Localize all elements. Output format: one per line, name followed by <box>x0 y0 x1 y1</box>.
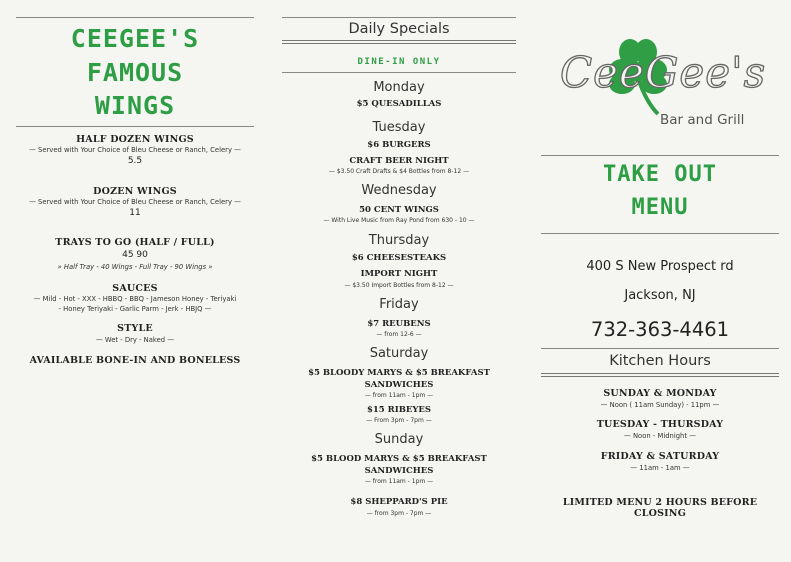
top-divider <box>16 17 254 18</box>
special-desc: — From 3pm - 7pm — <box>366 417 432 424</box>
address-line-1: 400 S New Prospect rd <box>586 259 734 274</box>
hours-days: TUESDAY - THURSDAY <box>596 419 724 430</box>
menu-item-price: 45 90 <box>122 250 148 260</box>
special-name: CRAFT BEER NIGHT <box>349 156 449 166</box>
menu-item-desc: — Wet - Dry - Naked — <box>95 336 175 344</box>
boneless-note: AVAILABLE BONE-IN AND BONELESS <box>29 355 241 366</box>
special-desc: — from 3pm - 7pm — <box>366 510 432 517</box>
menu-item-name: TRAYS TO GO (HALF / FULL) <box>55 237 215 248</box>
menu-item-desc: - Honey Teriyaki - Garlic Parm - Jerk - HBJQ — <box>58 305 212 313</box>
takeout-title-line-1: TAKE OUT <box>603 162 717 187</box>
special-desc: — from 12-6 — <box>376 331 422 338</box>
title-divider <box>16 126 254 127</box>
menu-item-desc: — Served with Your Choice of Bleu Cheese or Ranch, Celery — <box>29 146 241 154</box>
menu-item-name: SAUCES <box>112 283 158 294</box>
day-heading-thursday: Thursday <box>368 233 430 248</box>
special-name: SANDWICHES <box>364 380 434 390</box>
specials-divider <box>282 40 516 44</box>
day-heading-saturday: Saturday <box>369 346 429 361</box>
special-name: IMPORT NIGHT <box>360 269 438 279</box>
specials-divider <box>282 72 516 73</box>
special-desc: — $3.50 Import Bottles from 8-12 — <box>344 282 454 289</box>
dine-in-label: DINE-IN ONLY <box>357 57 441 67</box>
menu-item-name: DOZEN WINGS <box>93 186 177 197</box>
special-name: $5 BLOOD MARYS & $5 BREAKFAST <box>311 454 487 464</box>
special-name: $8 SHEPPARD'S PIE <box>350 497 448 507</box>
special-name: $6 CHEESESTEAKS <box>351 253 447 263</box>
day-heading-monday: Monday <box>373 80 425 95</box>
wings-title-line-2: FAMOUS <box>86 58 184 87</box>
wings-title-line-3: WINGS <box>94 91 176 120</box>
wings-column <box>16 0 254 562</box>
special-name: $5 QUESADILLAS <box>356 99 442 109</box>
hours-time: — 11am - 1am — <box>630 464 690 472</box>
menu-item-name: HALF DOZEN WINGS <box>76 134 194 145</box>
logo-sub-text: Bar and Grill <box>660 112 745 128</box>
day-heading-wednesday: Wednesday <box>361 183 437 198</box>
day-heading-friday: Friday <box>379 297 419 312</box>
specials-title: Daily Specials <box>348 21 450 37</box>
day-heading-tuesday: Tuesday <box>372 120 426 135</box>
menu-item-price: 5.5 <box>127 156 143 166</box>
special-name: $5 BLOODY MARYS & $5 BREAKFAST <box>308 368 490 378</box>
takeout-column <box>541 0 779 562</box>
top-divider <box>282 17 516 18</box>
wings-title-line-1: CEEGEE'S <box>70 24 200 53</box>
special-desc: — from 11am - 1pm — <box>364 392 434 399</box>
day-heading-sunday: Sunday <box>374 432 424 447</box>
special-desc: — $3.50 Craft Drafts & $4 Bottles from 8-12 — <box>328 168 470 175</box>
kitchen-divider <box>541 348 779 349</box>
takeout-title-line-2: MENU <box>631 195 689 220</box>
logo-divider <box>541 155 779 156</box>
hours-days: SUNDAY & MONDAY <box>603 388 717 399</box>
takeout-divider <box>541 233 779 234</box>
menu-item-desc: — Served with Your Choice of Bleu Cheese or Ranch, Celery — <box>29 198 241 206</box>
menu-item-desc: » Half Tray - 40 Wings - Full Tray - 90 Wings » <box>57 263 213 271</box>
special-desc: — from 11am - 1pm — <box>364 478 434 485</box>
menu-item-desc: — Mild - Hot - XXX - HBBQ - BBQ - Jameson Honey - Teriyaki <box>33 295 237 303</box>
kitchen-hours-title: Kitchen Hours <box>609 353 711 369</box>
special-desc: — With Live Music from Ray Pond from 630 - 10 — <box>323 217 475 224</box>
menu-item-price: 11 <box>129 208 141 218</box>
special-name: $6 BURGERS <box>367 140 431 150</box>
special-name: 50 CENT WINGS <box>359 205 439 215</box>
special-name: SANDWICHES <box>364 466 434 476</box>
specials-column <box>282 0 516 562</box>
phone-number[interactable]: 732-363-4461 <box>590 318 730 341</box>
address-line-2: Jackson, NJ <box>624 288 696 303</box>
limited-menu-note: LIMITED MENU 2 HOURS BEFORE CLOSING <box>562 497 758 519</box>
menu-item-name: STYLE <box>117 323 153 334</box>
special-name: $7 REUBENS <box>367 319 431 329</box>
hours-days: FRIDAY & SATURDAY <box>600 451 720 462</box>
special-name: $15 RIBEYES <box>366 405 432 415</box>
hours-time: — Noon ( 11am Sunday) - 11pm — <box>600 401 720 409</box>
logo-script-text: CeeGee's <box>560 48 767 97</box>
hours-time: — Noon - Midnight — <box>624 432 696 440</box>
kitchen-divider <box>541 373 779 377</box>
restaurant-logo <box>554 38 774 138</box>
